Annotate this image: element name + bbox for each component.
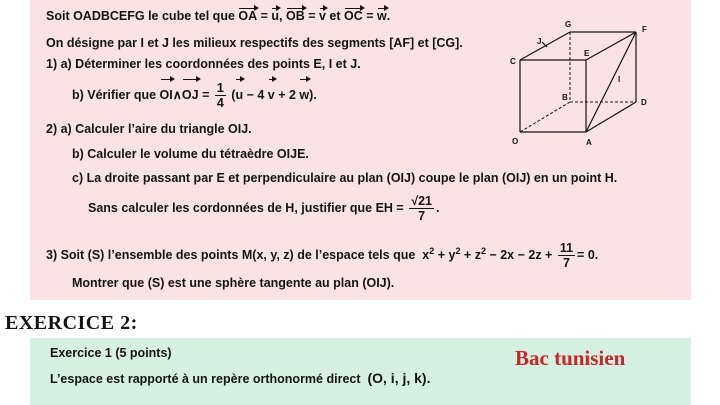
intro-line: Soit OADBCEFG le cube tel que OA = u, OB = v et OC = w. <box>46 9 391 23</box>
question-3-sphere: Montrer que (S) est une sphère tangente au plan (OIJ). <box>72 276 395 290</box>
fraction-sqrt21-over-7: $\frac{√21}{7}$ <box>411 194 432 224</box>
bac-tunisien-label: Bac tunisien <box>515 346 626 370</box>
label-J: J <box>537 37 542 46</box>
label-I: I <box>618 75 621 84</box>
question-2c: c) La droite passant par E et perpendiculaire au plan (OIJ) coupe le plan (OIJ) en un point H. <box>72 171 618 185</box>
label-A: A <box>586 138 592 147</box>
fraction-11-over-7: $\frac{11}{7}$ <box>559 241 574 271</box>
label-B: B <box>562 93 568 102</box>
question-2c-eh: Sans calculer les cordonnées de H, justifier que EH = $\frac{√21}{7}$ . <box>88 194 440 224</box>
question-1b: b) Vérifier que OI∧OJ = $\frac{1}{4}$ (u − 4 v + 2 w). <box>72 81 317 111</box>
exercice-2-title: EXERCICE 2: <box>5 312 138 334</box>
label-C: C <box>510 57 516 66</box>
question-3: 3) Soit (S) l’ensemble des points M(x, y, z) de l’espace tels que $x^2 + y^2 + z^2 - 2x - 2z$ + $\frac{11}{7}$ = 0. <box>46 241 599 271</box>
label-E: E <box>584 49 590 58</box>
midpoints-line: On désigne par I et J les milieux respectifs des segments [AF] et [CG]. <box>46 36 463 50</box>
label-O: O <box>512 137 519 146</box>
label-F: F <box>642 25 647 34</box>
label-D: D <box>641 98 647 107</box>
space-frame-line: L’espace est rapporté à un repère orthonormé direct (O, i, j, k). <box>50 370 431 386</box>
question-2b: b) Calculer le volume du tétraèdre OIJE. <box>72 147 309 161</box>
exercise-heading: Exercice 1 (5 points) <box>50 346 172 360</box>
question-2a: 2) a) Calculer l’aire du triangle OIJ. <box>46 122 252 136</box>
label-G: G <box>565 20 572 29</box>
cube-figure <box>490 20 660 150</box>
fraction-one-quarter: $\frac{1}{4}$ <box>216 81 224 111</box>
question-1a: 1) a) Déterminer les coordonnées des points E, I et J. <box>46 57 361 71</box>
